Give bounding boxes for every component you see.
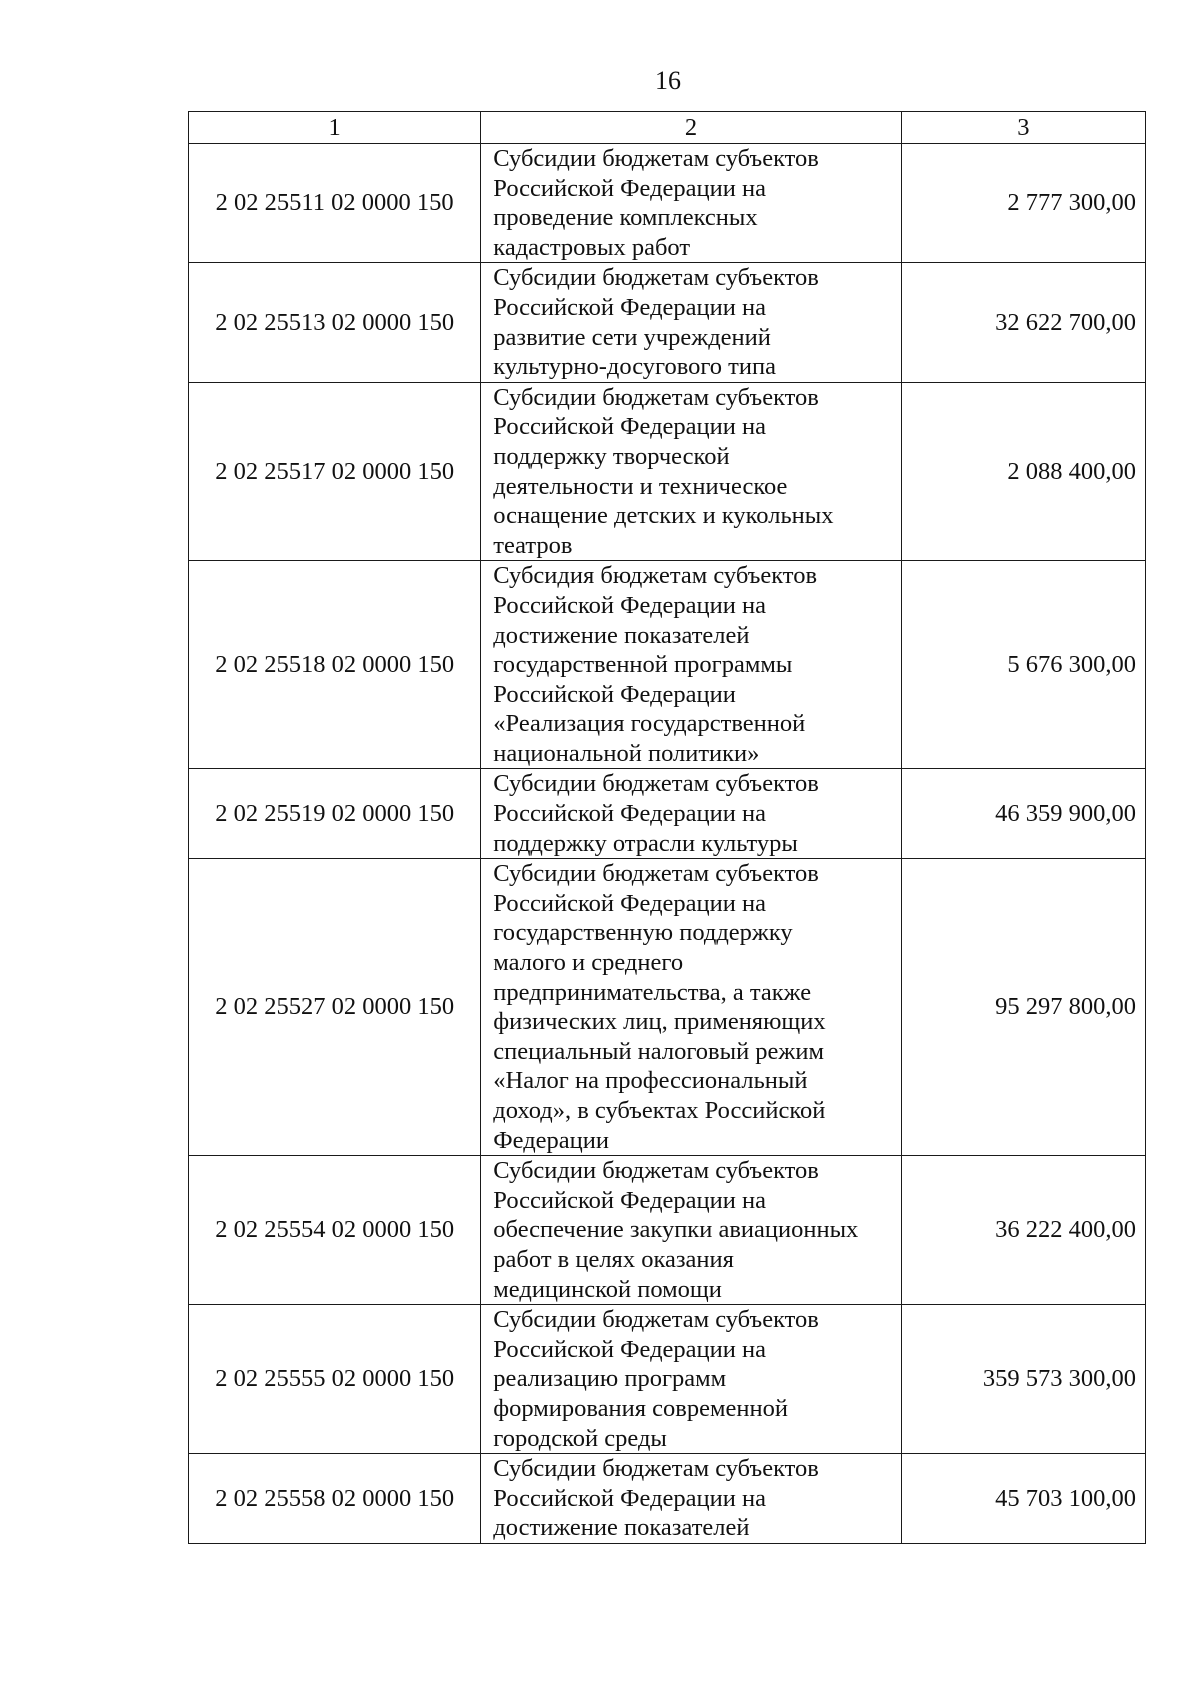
description-line: Российской Федерации на: [493, 800, 766, 828]
revenue-description-cell: [481, 382, 901, 561]
description-line: государственной программы: [493, 651, 793, 679]
table-row: [189, 1454, 1146, 1544]
revenue-description-cell: [481, 769, 901, 859]
description-line: театров: [493, 531, 573, 559]
description-line: работ в целях оказания: [493, 1245, 734, 1273]
description-line: государственную поддержку: [493, 919, 793, 947]
amount-cell: 32 622 700,00: [901, 263, 1145, 382]
description-line: Российской Федерации на: [493, 889, 766, 917]
description-line: Российской Федерации на: [493, 1335, 766, 1363]
description-line: Российской Федерации на: [493, 174, 766, 202]
revenue-description-cell: [481, 144, 901, 263]
table-row: [189, 1156, 1146, 1305]
budget-revenue-table: [188, 111, 1146, 1544]
revenue-description-cell: [481, 1305, 901, 1454]
description-line: предпринимательства, а также: [493, 978, 812, 1006]
revenue-description-cell: [481, 859, 901, 1156]
description-line: медицинской помощи: [493, 1275, 722, 1303]
revenue-description-cell: [481, 1454, 901, 1544]
classification-code-cell: 2 02 25519 02 0000 150: [189, 769, 481, 859]
classification-code-cell: 2 02 25558 02 0000 150: [189, 1454, 481, 1544]
description-line: кадастровых работ: [493, 233, 691, 261]
description-line: Субсидии бюджетам субъектов: [493, 1157, 819, 1185]
table-row: [189, 263, 1146, 382]
classification-code-cell: 2 02 25527 02 0000 150: [189, 859, 481, 1156]
description-line: развитие сети учреждений: [493, 323, 771, 351]
revenue-description-cell: [481, 561, 901, 769]
revenue-description-cell: [481, 263, 901, 382]
table-row: [189, 144, 1146, 263]
amount-cell: 2 777 300,00: [901, 144, 1145, 263]
description-line: Субсидии бюджетам субъектов: [493, 383, 819, 411]
description-line: Российской Федерации на: [493, 1484, 766, 1512]
description-line: Субсидия бюджетам субъектов: [493, 562, 818, 590]
description-line: реализацию программ: [493, 1365, 727, 1393]
amount-cell: 359 573 300,00: [901, 1305, 1145, 1454]
description-line: оснащение детских и кукольных: [493, 502, 834, 530]
table-header-row: [189, 112, 1146, 144]
table-row: [189, 1305, 1146, 1454]
amount-cell: 2 088 400,00: [901, 382, 1145, 561]
description-line: Субсидии бюджетам субъектов: [493, 770, 819, 798]
table-row: [189, 769, 1146, 859]
amount-cell: 95 297 800,00: [901, 859, 1145, 1156]
description-line: городской среды: [493, 1424, 667, 1452]
description-line: Российской Федерации на: [493, 293, 766, 321]
description-line: достижение показателей: [493, 1514, 750, 1542]
description-line: «Налог на профессиональный: [493, 1067, 808, 1095]
description-line: поддержку отрасли культуры: [493, 829, 798, 857]
description-line: национальной политики»: [493, 739, 760, 767]
classification-code-cell: 2 02 25517 02 0000 150: [189, 382, 481, 561]
description-line: доход», в субъектах Российской: [493, 1097, 826, 1124]
description-line: обеспечение закупки авиационных: [493, 1216, 859, 1244]
revenue-description-cell: [481, 1156, 901, 1305]
classification-code-cell: 2 02 25554 02 0000 150: [189, 1156, 481, 1305]
description-line: Российской Федерации на: [493, 591, 766, 619]
description-line: специальный налоговый режим: [493, 1037, 824, 1065]
description-line: физических лиц, применяющих: [493, 1008, 826, 1036]
column-header-amount: 3: [901, 112, 1145, 144]
description-line: достижение показателей: [493, 621, 750, 649]
description-line: Субсидии бюджетам субъектов: [493, 145, 819, 172]
description-line: Субсидии бюджетам субъектов: [493, 860, 819, 888]
description-line: поддержку творческой: [493, 442, 730, 470]
table-row: [189, 561, 1146, 769]
description-line: культурно-досугового типа: [493, 353, 776, 381]
classification-code-cell: 2 02 25511 02 0000 150: [189, 144, 481, 263]
description-line: проведение комплексных: [493, 204, 758, 232]
amount-cell: 36 222 400,00: [901, 1156, 1145, 1305]
description-line: Субсидии бюджетам субъектов: [493, 1306, 819, 1334]
table-row: [189, 859, 1146, 1156]
amount-cell: 46 359 900,00: [901, 769, 1145, 859]
description-line: малого и среднего: [493, 949, 684, 977]
amount-cell: 5 676 300,00: [901, 561, 1145, 769]
description-line: Российской Федерации на: [493, 413, 766, 441]
description-line: Федерации: [493, 1126, 610, 1154]
classification-code-cell: 2 02 25555 02 0000 150: [189, 1305, 481, 1454]
description-line: формирования современной: [493, 1394, 788, 1422]
table-row: [189, 382, 1146, 561]
description-line: Субсидии бюджетам субъектов: [493, 264, 819, 292]
description-line: Российской Федерации: [493, 680, 736, 708]
page-number: 16: [655, 66, 681, 95]
description-line: Субсидии бюджетам субъектов: [493, 1455, 819, 1483]
column-header-code: 1: [189, 112, 481, 144]
amount-cell: 45 703 100,00: [901, 1454, 1145, 1544]
column-header-description: 2: [481, 112, 901, 144]
description-line: деятельности и техническое: [493, 472, 788, 500]
description-line: Российской Федерации на: [493, 1186, 766, 1214]
classification-code-cell: 2 02 25513 02 0000 150: [189, 263, 481, 382]
description-line: «Реализация государственной: [493, 710, 806, 738]
classification-code-cell: 2 02 25518 02 0000 150: [189, 561, 481, 769]
